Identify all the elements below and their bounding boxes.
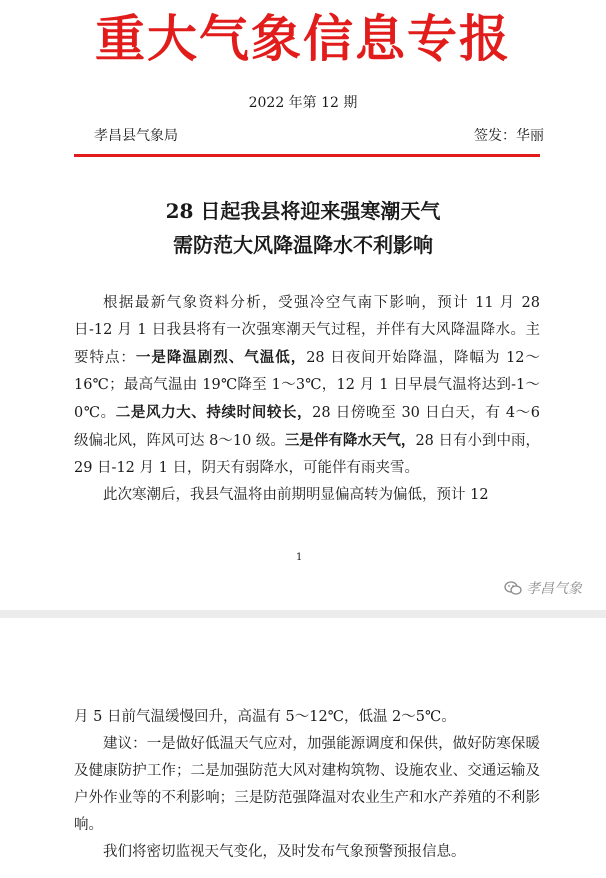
para1-bold-2: 二是风力大、持续时间较长，: [115, 404, 313, 421]
headline-line-1: 28 日起我县将迎来强寒潮天气: [165, 199, 441, 223]
watermark-text: 孝昌气象: [526, 581, 582, 597]
paragraph-3: 建议：一是做好低温天气应对，加强能源调度和保供，做好防寒保暖及健康防护工作；二是加强防范大风对建构筑物、设施农业、交通运输及户外作业等的不利影响；三是防范强降温对农业生产和水产养殖的不利影响。: [74, 736, 540, 833]
issuing-organization: 孝昌县气象局: [94, 128, 178, 144]
headline-line-2: 需防范大风降温降水不利影响: [173, 233, 433, 257]
para1-text-3: 28 日傍晚至 30 日白天，有 4～6 级偏北风，阵风可达 8～10 级。: [74, 405, 541, 449]
header-divider: [74, 154, 540, 157]
paragraph-2: 此次寒潮后，我县气温将由前期明显偏高转为偏低，预计 12: [103, 487, 489, 503]
paragraph-4: 我们将密切监视天气变化，及时发布气象预警预报信息。: [103, 844, 466, 860]
wechat-icon: [504, 580, 522, 596]
para1-bold-3: 三是伴有降水天气，: [284, 432, 416, 449]
page2-body: [74, 704, 540, 866]
document-page-2: [0, 618, 606, 878]
para1-text-1: 根据最新气象资料分析，受强冷空气南下影响，预计 11 月 28 日-12 月 1 日我县将有一次强寒潮天气过程，并伴有大风降温降水。主要特点：: [74, 295, 540, 366]
para1-text-2: 28 日夜间开始降温，降幅为 12～16℃；最高气温由 19℃降至 1～3℃，12 月 1 日早晨气温将达到-1～0℃。: [74, 350, 541, 421]
page1-body: [74, 290, 540, 509]
watermark: [504, 578, 582, 598]
para1-text-4: 28 日有小到中雨，29 日-12 月 1 日，阴天有弱降水，可能伴有雨夹雪。: [74, 433, 541, 476]
paragraph-2-continued: 月 5 日前气温缓慢回升，高温有 5～12℃，低温 2～5℃。: [74, 709, 456, 725]
headline: [0, 194, 606, 262]
issue-number: 2022 年第 12 期: [248, 95, 358, 111]
paragraph-1: [74, 290, 540, 482]
signer: 签发：华丽: [474, 128, 544, 144]
masthead-title: 重大气象信息专报: [95, 9, 511, 68]
page-number: 1: [296, 552, 303, 563]
para1-bold-1: 一是降温剧烈、气温低，: [135, 349, 307, 366]
